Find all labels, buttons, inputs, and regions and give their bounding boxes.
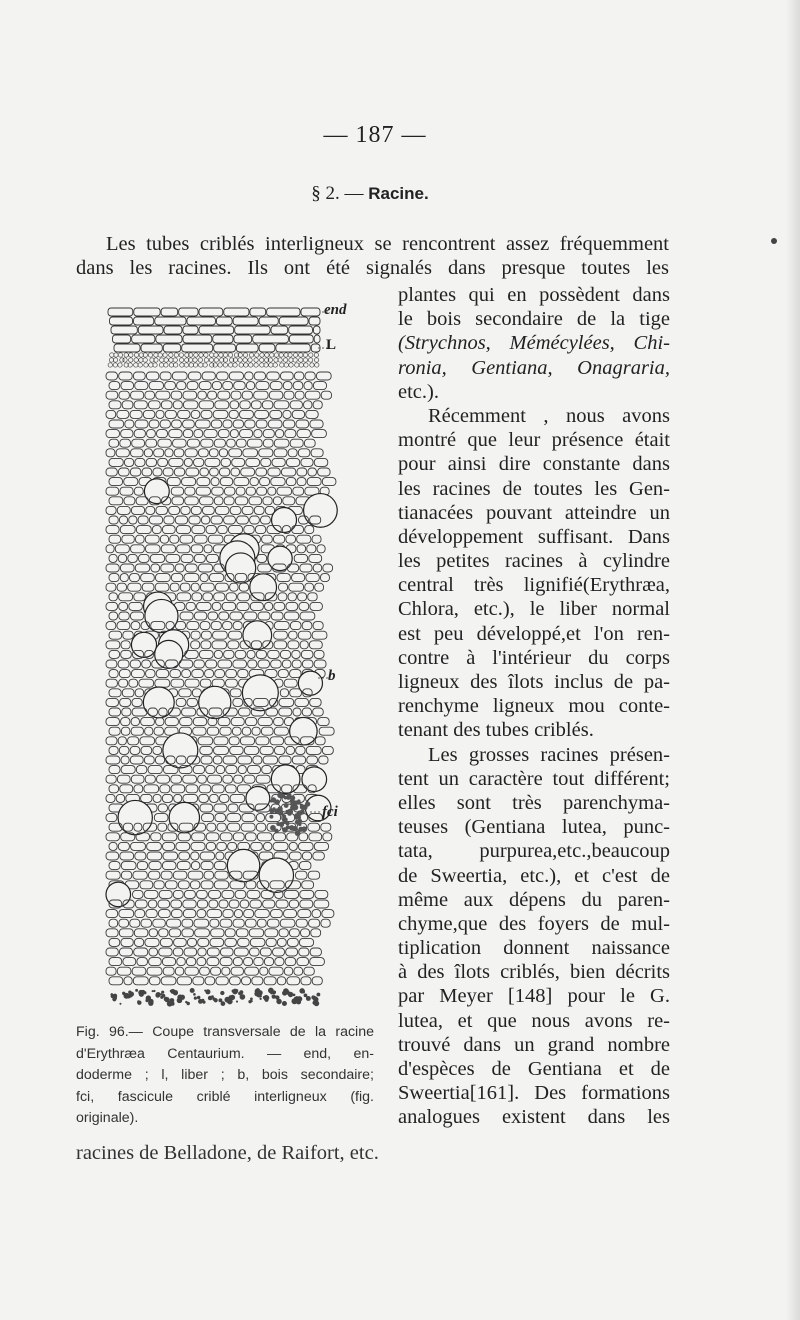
- column-line: lutea, et que nous avons re-: [398, 1009, 670, 1032]
- column-line: elles sont très parenchyma-: [398, 791, 670, 814]
- body-column: [398, 283, 670, 1130]
- column-line: tenant des tubes criblés.: [398, 719, 594, 742]
- column-line: central très lignifié(Erythræa,: [398, 574, 670, 597]
- caption-line: doderme ; l, liber ; b, bois secondaire;: [76, 1067, 374, 1083]
- column-line: Récemment , nous avons: [428, 404, 670, 427]
- column-line: le bois secondaire de la tige: [398, 308, 670, 331]
- column-line: chyme,que des foyers de mul-: [398, 912, 670, 935]
- column-line: etc.).: [398, 380, 439, 403]
- margin-mark: [771, 238, 777, 244]
- column-line: teuses (Gentiana lutea, punc-: [398, 816, 670, 839]
- column-line: même aux dépens du paren-: [398, 888, 670, 911]
- figure-label-l: L: [326, 337, 337, 353]
- column-line: plantes qui en possèdent dans: [398, 284, 670, 306]
- caption-line: originale).: [76, 1110, 139, 1126]
- column-line: d'espèces de Gentiana et de: [398, 1058, 670, 1080]
- caption-line: Fig. 96.— Coupe transversale de la racine: [76, 1024, 374, 1040]
- figure-caption: [76, 1022, 374, 1130]
- column-line: les petites racines à cylindre: [398, 550, 670, 573]
- root-section-illustration: [100, 300, 360, 1010]
- column-line: par Meyer [148] pour le G.: [398, 985, 670, 1008]
- column-line: tiplication donnent naissance: [398, 937, 670, 960]
- column-line: est peu développé,et l'on ren-: [398, 622, 670, 645]
- caption-line: d'Erythræa Centaurium. — end, en-: [76, 1045, 374, 1062]
- column-line: Chlora, etc.), le liber normal: [398, 598, 670, 621]
- intro-line: dans les racines. Ils ont été signalés dans presque toutes les: [76, 257, 669, 280]
- column-line: contre à l'intérieur du corps: [398, 646, 670, 669]
- caption-line: fci, fascicule criblé interligneux (fig.: [76, 1088, 374, 1105]
- intro-line: Les tubes criblés interligneux se rencontrent assez fréquemment: [106, 233, 669, 255]
- page-edge-shadow: [786, 0, 800, 1320]
- column-line: Les grosses racines présen-: [428, 743, 670, 766]
- figure-label-end: end: [324, 302, 347, 318]
- column-line: de Sweertia, etc.), et c'est de: [398, 864, 670, 887]
- column-line: Sweertia[161]. Des formations: [398, 1082, 670, 1105]
- column-line: à des îlots criblés, bien décrits: [398, 961, 670, 984]
- column-line: développement suffisant. Dans: [398, 525, 670, 548]
- root-section-figure: [100, 300, 360, 1010]
- section-number: § 2. —: [311, 183, 364, 204]
- column-line: tata, purpurea,etc.,beaucoup: [398, 840, 670, 863]
- column-line: ronia, Gentiana, Onagraria,: [398, 356, 670, 379]
- figure-label-b: b: [328, 668, 336, 684]
- column-line: tianacées pouvant atteindre un: [398, 501, 670, 524]
- column-line: analogues existent dans les: [398, 1106, 670, 1129]
- column-line: renchyme ligneux mou conte-: [398, 695, 670, 718]
- intro-paragraph: [76, 232, 669, 280]
- page-number: — 187 —: [323, 122, 427, 148]
- column-line: trouvé dans un grand nombre: [398, 1033, 670, 1056]
- column-line: montré que leur présence était: [398, 429, 670, 452]
- column-line: pour ainsi dire constante dans: [398, 453, 670, 476]
- closing-line: racines de Belladone, de Raifort, etc.: [76, 1142, 379, 1164]
- section-heading: [0, 183, 740, 205]
- column-line: les racines de toutes les Gen-: [398, 477, 670, 500]
- section-title: Racine.: [368, 184, 429, 203]
- figure-label-fci: fci: [322, 804, 338, 820]
- column-line: ligneux des îlots inclus de pa-: [398, 671, 670, 693]
- column-line: (Strychnos, Mémécylées, Chi-: [398, 332, 670, 355]
- column-line: tent un caractère tout différent;: [398, 767, 670, 790]
